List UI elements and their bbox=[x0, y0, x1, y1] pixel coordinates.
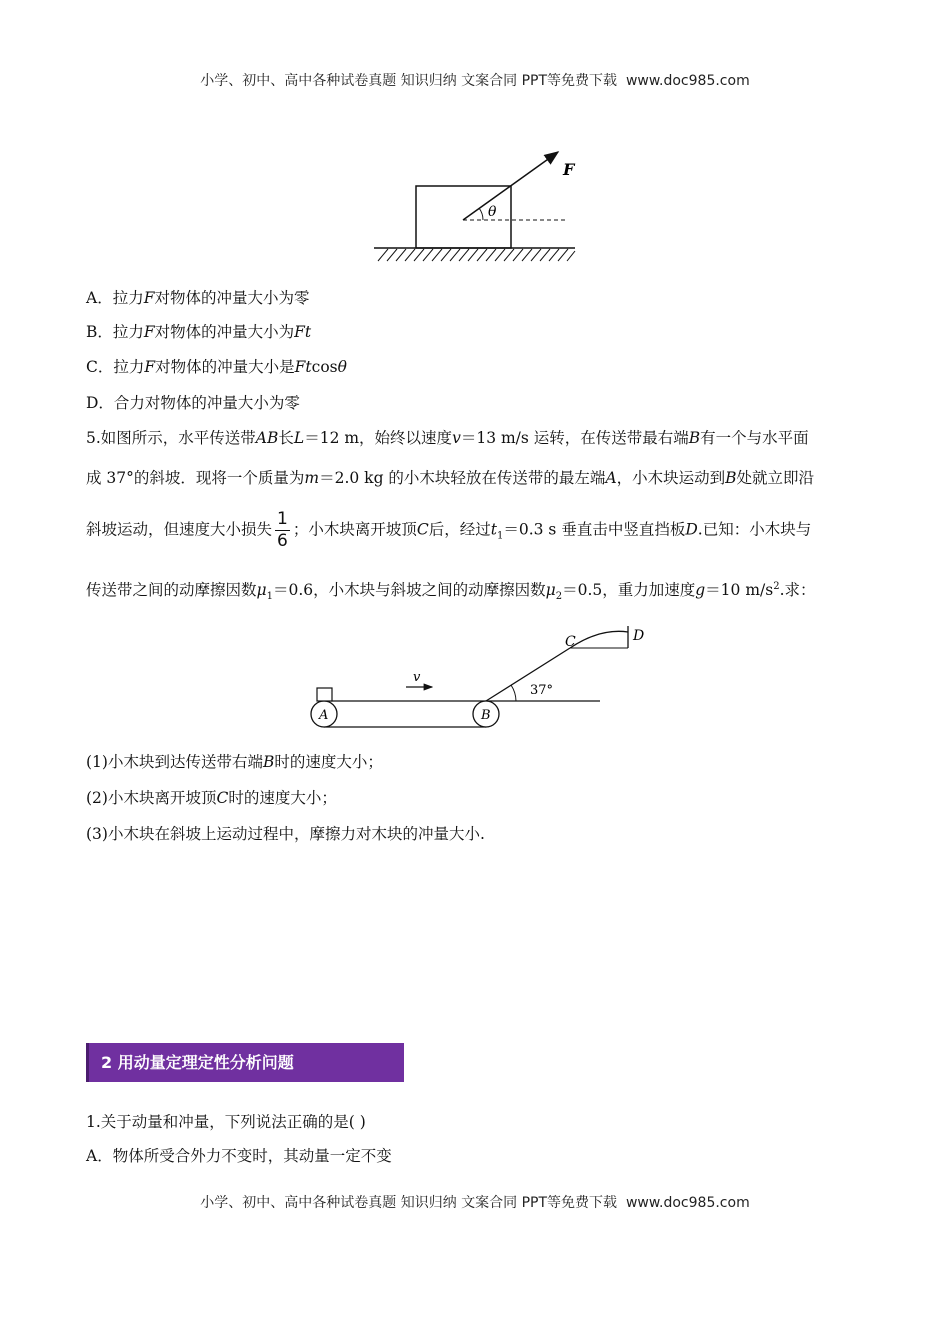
page-footer bbox=[0, 1192, 950, 1212]
fraction-one-sixth: $\frac{1}{6}$ bbox=[277, 509, 288, 551]
option-a: A．拉力F对物体的冲量大小为零 bbox=[86, 289, 310, 307]
force-diagram bbox=[360, 142, 590, 267]
header-site: www.doc985.com bbox=[625, 73, 750, 89]
option-c: C．拉力F对物体的冲量大小是Ftcosθ bbox=[86, 358, 347, 376]
q5-sub2: (2)小木块离开坡顶C时的速度大小； bbox=[86, 789, 337, 807]
q1-option-a: A．物体所受合外力不变时，其动量一定不变 bbox=[86, 1147, 392, 1165]
footer-site: www.doc985.com bbox=[625, 1195, 750, 1211]
label-v: v bbox=[413, 670, 421, 685]
footer-text: 小学、初中、高中各种试卷真题 知识归纳 文案合同 PPT等免费下载 bbox=[200, 1195, 618, 1211]
q5-line4: 传送带之间的动摩擦因数$\mu_1=0.6$，小木块与斜坡之间的动摩擦因数$\mu_2=0.5$，重力加速度g＝10 $m/s^2$.求： bbox=[86, 580, 816, 603]
conveyor-diagram bbox=[300, 620, 660, 735]
q5-line3: 斜坡运动，但速度大小损失 $\frac{1}{6}$ ；小木块离开坡顶C后，经过$t_1=0.3$ s 垂直击中竖直挡板D.已知：小木块与 bbox=[86, 509, 812, 551]
header-text: 小学、初中、高中各种试卷真题 知识归纳 文案合同 PPT等免费下载 bbox=[200, 73, 618, 89]
q1-stem: 1.关于动量和冲量，下列说法正确的是( ) bbox=[86, 1113, 366, 1131]
ground-hatch bbox=[378, 249, 575, 261]
angle-37: 37° bbox=[530, 683, 554, 698]
wood-block bbox=[317, 688, 332, 701]
force-label: F bbox=[563, 160, 575, 179]
page-header bbox=[0, 70, 950, 90]
q5-line2: 成 37°的斜坡．现将一个质量为m＝2.0 kg 的小木块轻放在传送带的最左端A，小木块运动到B处就立即沿 bbox=[86, 469, 815, 487]
label-d: D bbox=[633, 628, 645, 644]
section-heading: 2 用动量定理定性分析问题 bbox=[86, 1043, 404, 1082]
label-b: B bbox=[481, 708, 491, 723]
trajectory bbox=[570, 631, 628, 648]
option-b: B．拉力F对物体的冲量大小为Ft bbox=[86, 323, 312, 341]
option-d: D．合力对物体的冲量大小为零 bbox=[86, 394, 300, 412]
q5-sub3: (3)小木块在斜坡上运动过程中，摩擦力对木块的冲量大小. bbox=[86, 825, 485, 843]
q5-line1: 5.如图所示，水平传送带AB长L＝12 m，始终以速度v＝13 m/s 运转，在传送带最右端B有一个与水平面 bbox=[86, 429, 809, 447]
label-c: C bbox=[565, 634, 576, 650]
angle-label: θ bbox=[488, 204, 497, 220]
slope bbox=[486, 648, 570, 701]
angle-arc bbox=[479, 208, 483, 220]
label-a: A bbox=[319, 708, 329, 723]
angle-arc-37 bbox=[511, 685, 516, 701]
q5-sub1: (1)小木块到达传送带右端B时的速度大小； bbox=[86, 753, 383, 771]
